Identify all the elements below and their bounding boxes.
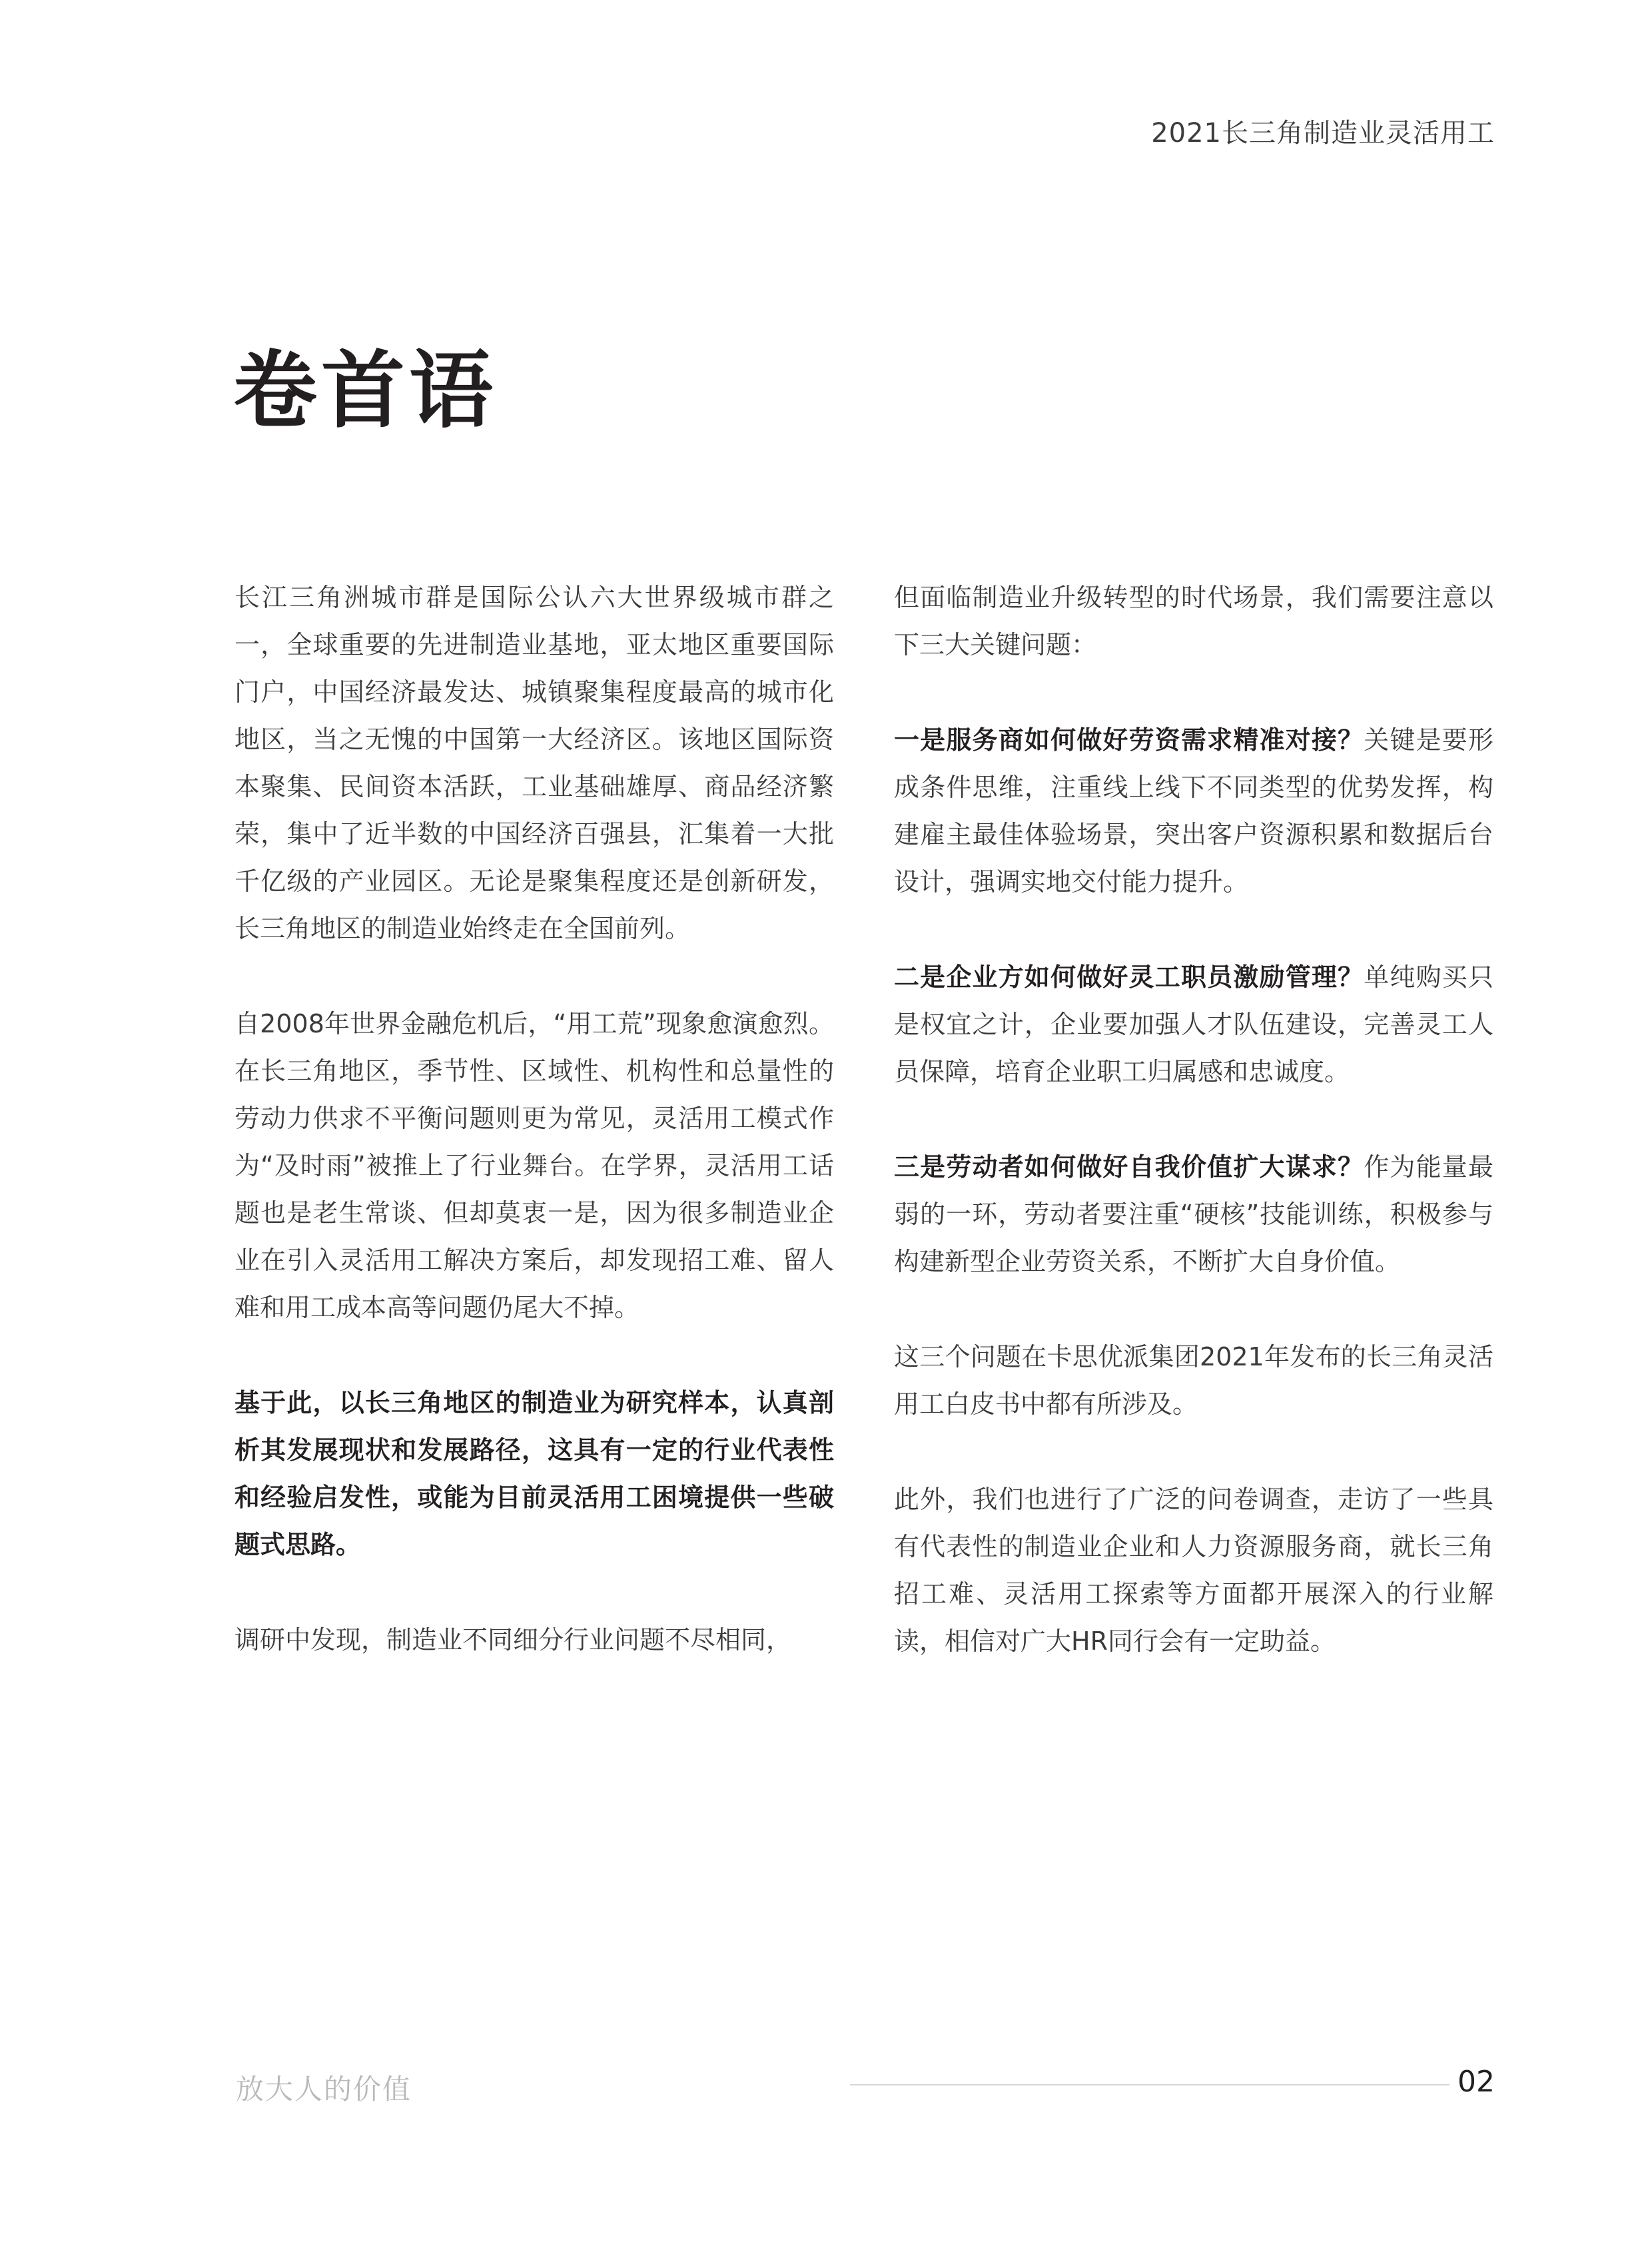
paragraph-findings-intro: 调研中发现，制造业不同细分行业问题不尽相同， (234, 1625, 792, 1655)
page-title: 卷首语 (233, 342, 497, 440)
paragraph-survey-closing: 此外，我们也进行了广泛的问卷调查，走访了一些具有代表性的制造业企业和人力资源服务商，就长三角招工难、灵活用工探索等方面都开展深入的行业解读，相信对广大HR同行会有一定助益。 (894, 1485, 1493, 1656)
paragraph-labor-shortage: 自2008年世界金融危机后，“用工荒”现象愈演愈烈。在长三角地区，季节性、区域性、机构性和总量性的劳动力供求不平衡问题则更为常见，灵活用工模式作为“及时雨”被推上了行业舞台。在学界，灵活用工话题也是老生常谈、但却莫衷一是，因为很多制造业企业在引入灵活用工解决方案后，却发现招工难、留人难和用工成本高等问题仍尾大不掉。 (234, 1009, 834, 1322)
page-number: 02 (1457, 2065, 1495, 2099)
paragraph-issue-three (894, 1144, 1493, 1286)
issue-two-lead: 二是企业方如何做好灵工职员激励管理？ (894, 962, 1364, 992)
left-column (234, 574, 834, 1712)
running-header-title: 2021长三角制造业灵活用工 (1151, 118, 1495, 149)
paragraph-issue-two (894, 954, 1493, 1096)
footer-slogan: 放大人的价值 (236, 2073, 412, 2105)
paragraph-whitepaper-reference: 这三个问题在卡思优派集团2021年发布的长三角灵活用工白皮书中都有所涉及。 (894, 1342, 1493, 1419)
issue-two-body: 单纯购买只是权宜之计，企业要加强人才队伍建设，完善灵工人员保障，培育企业职工归属感和忠诚度。 (894, 962, 1493, 1086)
paragraph-yrd-overview: 长江三角洲城市群是国际公认六大世界级城市群之一，全球重要的先进制造业基地，亚太地区重要国际门户，中国经济最发达、城镇聚集程度最高的城市化地区，当之无愧的中国第一大经济区。该地区国际资本聚集、民间资本活跃，工业基础雄厚、商品经济繁荣，集中了近半数的中国经济百强县，汇集着一大批千亿级的产业园区。无论是聚集程度还是创新研发，长三角地区的制造业始终走在全国前列。 (234, 583, 834, 943)
right-column (894, 574, 1493, 1713)
paragraph-key-issues-intro: 但面临制造业升级转型的时代场景，我们需要注意以下三大关键问题： (894, 583, 1493, 659)
issue-three-body: 作为能量最弱的一环，劳动者要注重“硬核”技能训练，积极参与构建新型企业劳资关系，不断扩大自身价值。 (894, 1152, 1493, 1276)
issue-one-body: 关键是要形成条件思维，注重线上线下不同类型的优势发挥，构建雇主最佳体验场景，突出客户资源积累和数据后台设计，强调实地交付能力提升。 (894, 725, 1493, 897)
issue-one-lead: 一是服务商如何做好劳资需求精准对接？ (894, 725, 1364, 755)
footer-divider (850, 2084, 1449, 2085)
paragraph-research-purpose: 基于此，以长三角地区的制造业为研究样本，认真剖析其发展现状和发展路径，这具有一定的行业代表性和经验启发性，或能为目前灵活用工困境提供一些破题式思路。 (234, 1388, 834, 1559)
paragraph-issue-one (894, 717, 1493, 906)
issue-three-lead: 三是劳动者如何做好自我价值扩大谋求？ (894, 1152, 1364, 1182)
